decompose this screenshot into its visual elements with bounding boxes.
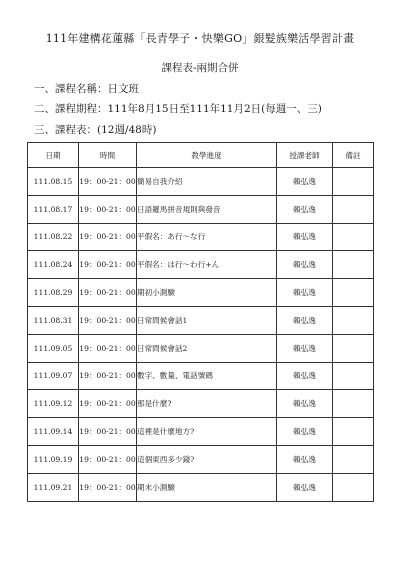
cell-date: 111.08.22: [28, 223, 79, 251]
cell-date: 111.09.19: [28, 445, 79, 473]
cell-date: 111.08.31: [28, 306, 79, 334]
cell-note: [333, 473, 374, 501]
cell-topic: 這個東西多少錢?: [137, 445, 277, 473]
cell-topic: 日常問候會話1: [137, 306, 277, 334]
cell-note: [333, 168, 374, 196]
cell-time: 19：00-21：00: [79, 223, 137, 251]
course-period-line: 二、課程期程：111年8月15日至111年11月2日(每週一、三): [34, 103, 322, 115]
cell-time: 19：00-21：00: [79, 279, 137, 307]
table-row: [28, 223, 374, 251]
cell-time: 19：00-21：00: [79, 362, 137, 390]
cell-teacher: 賴弘逸: [277, 334, 333, 362]
cell-teacher: 賴弘逸: [277, 306, 333, 334]
cell-teacher: 賴弘逸: [277, 168, 333, 196]
document-title: 111年建構花蓮縣「長青學子・快樂GO」銀髮族樂活學習計畫: [45, 32, 355, 45]
table-row: [28, 251, 374, 279]
cell-time: 19：00-21：00: [79, 418, 137, 446]
table-row: [28, 473, 374, 501]
cell-note: [333, 418, 374, 446]
table-row: [28, 445, 374, 473]
cell-note: [333, 279, 374, 307]
document-subtitle: 課程表-兩期合併: [161, 62, 239, 74]
cell-time: 19：00-21：00: [79, 306, 137, 334]
cell-date: 111.08.15: [28, 168, 79, 196]
cell-time: 19：00-21：00: [79, 445, 137, 473]
table-row: [28, 418, 374, 446]
cell-time: 19：00-21：00: [79, 251, 137, 279]
header-note: 備註: [333, 143, 374, 168]
cell-time: 19：00-21：00: [79, 168, 137, 196]
cell-time: 19：00-21：00: [79, 334, 137, 362]
cell-topic: 數字、數量、電話號碼: [137, 362, 277, 390]
header-topic: 教學進度: [137, 143, 277, 168]
cell-date: 111.09.05: [28, 334, 79, 362]
cell-teacher: 賴弘逸: [277, 473, 333, 501]
cell-date: 111.09.12: [28, 390, 79, 418]
cell-topic: 這裡是什麼地方?: [137, 418, 277, 446]
cell-teacher: 賴弘逸: [277, 445, 333, 473]
cell-date: 111.09.07: [28, 362, 79, 390]
cell-note: [333, 195, 374, 223]
cell-note: [333, 306, 374, 334]
cell-note: [333, 251, 374, 279]
cell-date: 111.08.24: [28, 251, 79, 279]
table-row: [28, 334, 374, 362]
cell-teacher: 賴弘逸: [277, 279, 333, 307]
cell-topic: 期初小測驗: [137, 279, 277, 307]
cell-teacher: 賴弘逸: [277, 418, 333, 446]
cell-topic: 平假名：は行～わ行+ん: [137, 251, 277, 279]
header-teacher: 授課老師: [277, 143, 333, 168]
cell-topic: 日語羅馬拼音規則與發音: [137, 195, 277, 223]
cell-teacher: 賴弘逸: [277, 251, 333, 279]
cell-note: [333, 445, 374, 473]
cell-teacher: 賴弘逸: [277, 195, 333, 223]
course-name-line: 一、課程名稱：日文班: [34, 83, 139, 95]
table-row: [28, 168, 374, 196]
cell-teacher: 賴弘逸: [277, 390, 333, 418]
cell-time: 19：00-21：00: [79, 390, 137, 418]
cell-topic: 日常問候會話2: [137, 334, 277, 362]
cell-teacher: 賴弘逸: [277, 362, 333, 390]
cell-date: 111.09.14: [28, 418, 79, 446]
table-row: [28, 279, 374, 307]
cell-time: 19：00-21：00: [79, 195, 137, 223]
schedule-line: 三、課程表：(12週/48時): [34, 124, 157, 136]
schedule-table: [27, 142, 374, 502]
cell-time: 19：00-21：00: [79, 473, 137, 501]
header-date: 日期: [28, 143, 79, 168]
cell-topic: 那是什麼?: [137, 390, 277, 418]
table-row: [28, 390, 374, 418]
cell-topic: 簡易自我介紹: [137, 168, 277, 196]
cell-date: 111.08.17: [28, 195, 79, 223]
table-header-row: [28, 143, 374, 168]
cell-topic: 期末小測驗: [137, 473, 277, 501]
header-time: 時間: [79, 143, 137, 168]
cell-note: [333, 334, 374, 362]
cell-note: [333, 223, 374, 251]
cell-topic: 平假名：あ行～な行: [137, 223, 277, 251]
cell-teacher: 賴弘逸: [277, 223, 333, 251]
table-row: [28, 195, 374, 223]
table-row: [28, 362, 374, 390]
cell-note: [333, 390, 374, 418]
table-row: [28, 306, 374, 334]
cell-date: 111.08.29: [28, 279, 79, 307]
cell-date: 111.09.21: [28, 473, 79, 501]
cell-note: [333, 362, 374, 390]
